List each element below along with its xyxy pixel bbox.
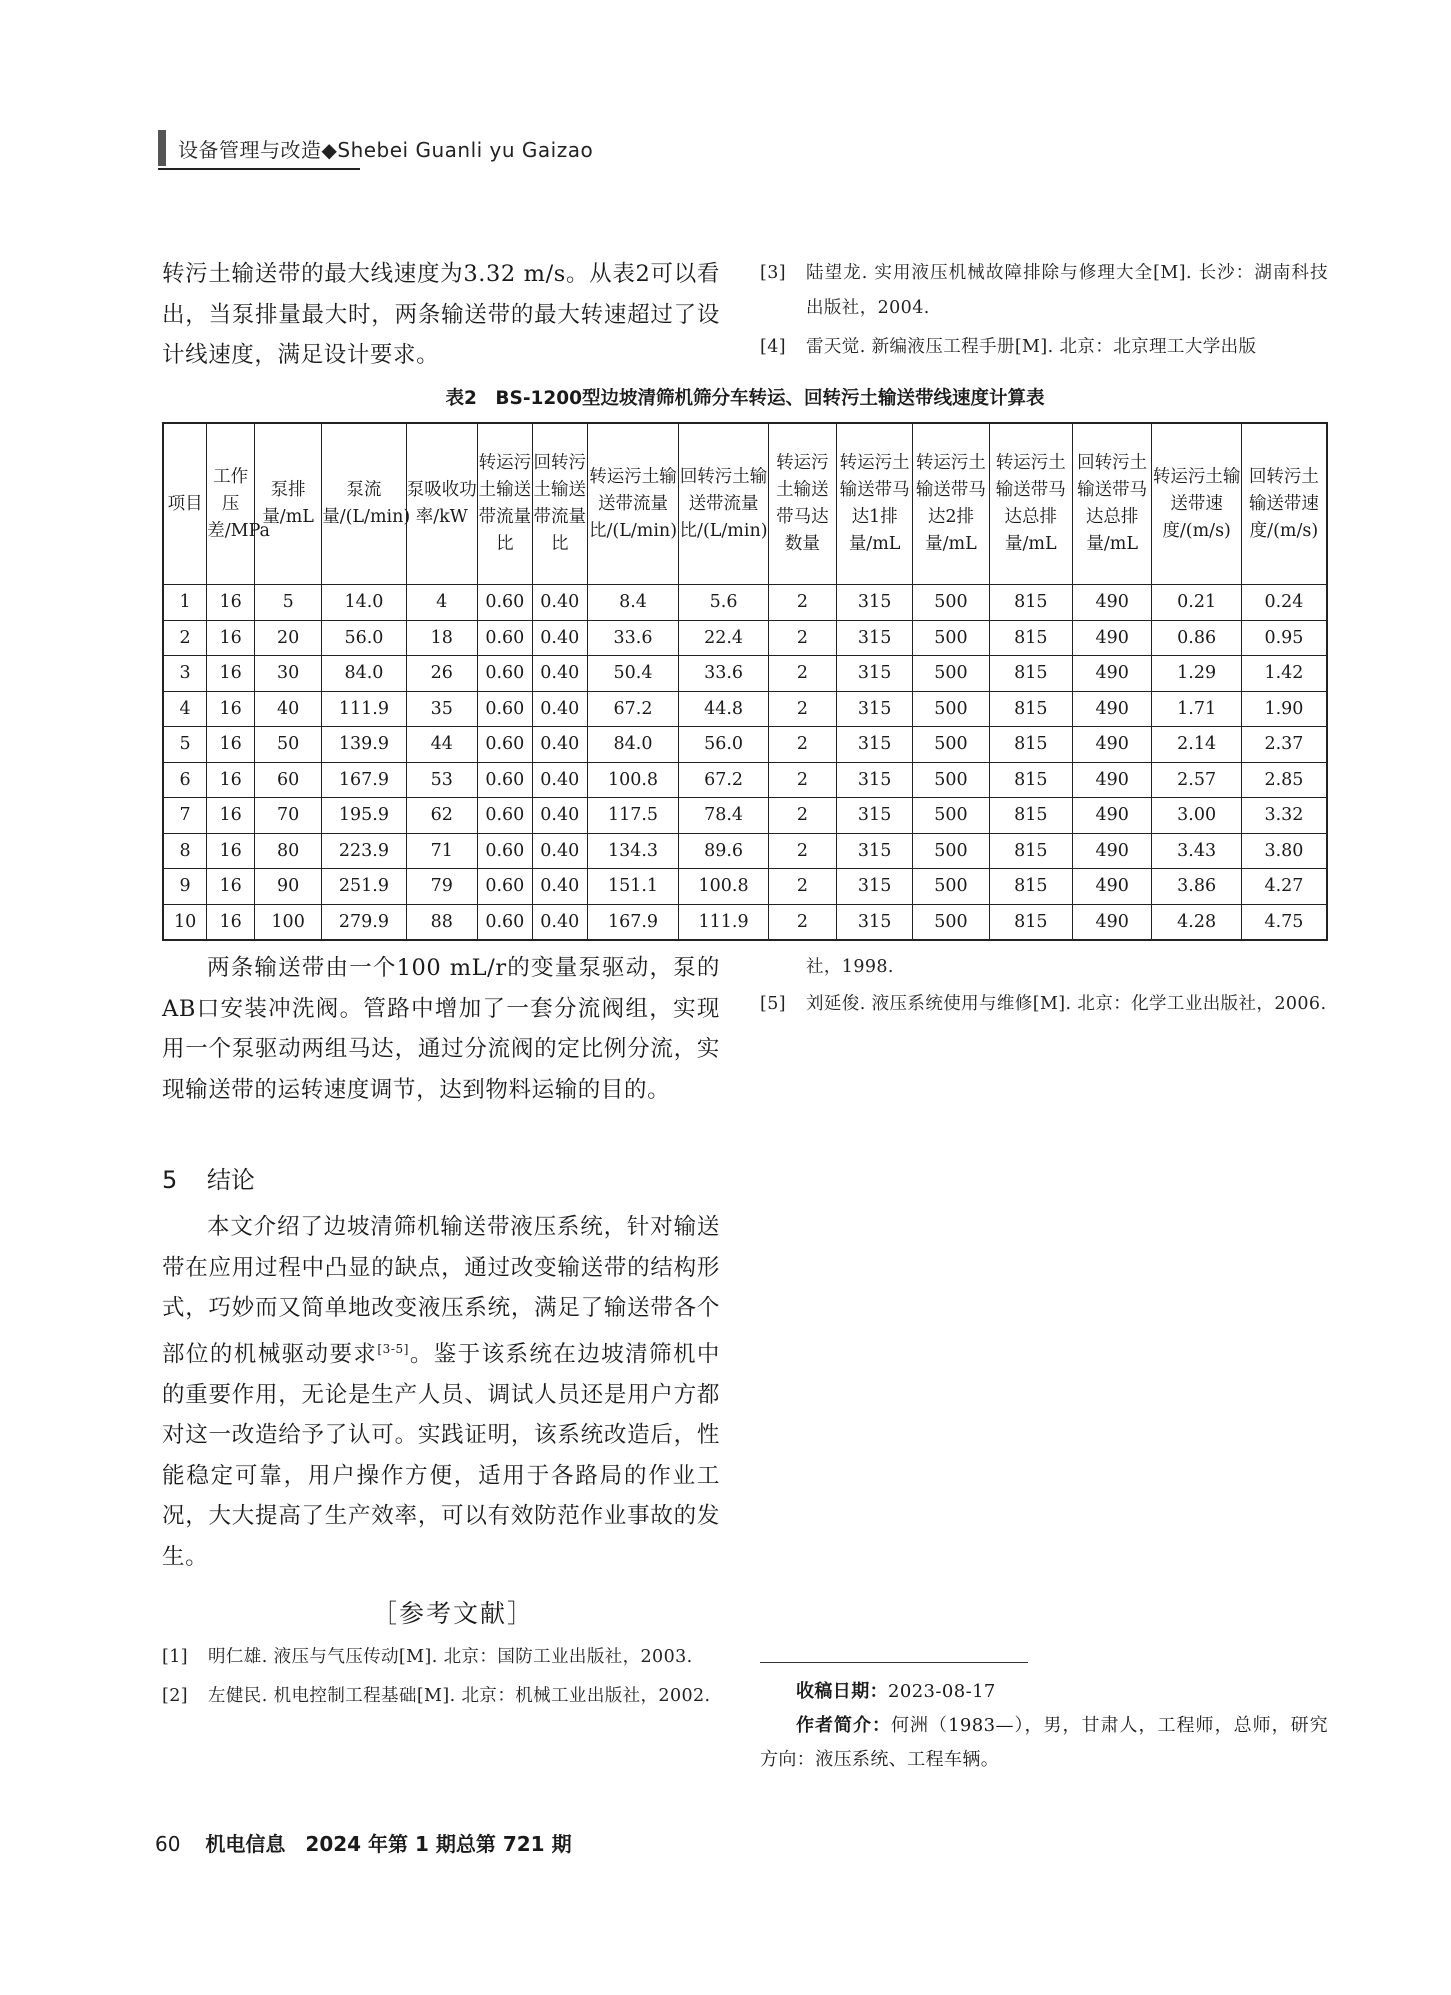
table-cell: 0.60 (477, 798, 532, 834)
table-cell: 815 (989, 691, 1072, 727)
section-heading (162, 1160, 255, 1195)
table-cell: 500 (913, 727, 989, 763)
table-cell: 0.40 (532, 691, 587, 727)
table-cell: 0.60 (477, 904, 532, 940)
table-cell: 2 (768, 798, 836, 834)
reference-number: [3] (760, 263, 786, 283)
table-cell: 490 (1073, 798, 1152, 834)
table-cell: 84.0 (322, 656, 406, 692)
table-header-cell: 回转污土输送带流量比/(L/min) (679, 423, 769, 585)
pump-text: 两条输送带由一个100 mL/r的变量泵驱动，泵的AB口安装冲洗阀。管路中增加了一套分流阀组，实现用一个泵驱动两组马达，通过分流阀的定比例分流，实现输送带的运转速度调节，达到物料运输的目的。 (162, 955, 720, 1103)
table-row (163, 904, 1327, 940)
table-cell: 0.60 (477, 620, 532, 656)
table-cell: 56.0 (679, 727, 769, 763)
table-cell: 815 (989, 656, 1072, 692)
table-cell: 2 (768, 727, 836, 763)
table-cell: 315 (836, 620, 912, 656)
table-header-cell: 回转污土输送带速度/(m/s) (1241, 423, 1327, 585)
table-cell: 2 (768, 869, 836, 905)
table-cell: 0.21 (1152, 585, 1242, 621)
table-header-cell: 项目 (163, 423, 207, 585)
reference-number: [4] (760, 337, 786, 357)
data-table (162, 422, 1328, 941)
table-cell: 2.85 (1241, 762, 1327, 798)
table-cell: 315 (836, 762, 912, 798)
references-right-top (760, 256, 1328, 365)
table-cell: 500 (913, 833, 989, 869)
table-cell: 490 (1073, 620, 1152, 656)
table-cell: 0.60 (477, 656, 532, 692)
table-cell: 16 (207, 691, 255, 727)
table-cell: 0.40 (532, 904, 587, 940)
table-cell: 151.1 (587, 869, 679, 905)
table-cell: 3.80 (1241, 833, 1327, 869)
reference-text: 雷天觉. 新编液压工程手册[M]. 北京：北京理工大学出版 (806, 337, 1257, 357)
table-cell: 815 (989, 762, 1072, 798)
table-cell: 90 (255, 869, 322, 905)
table-cell: 6 (163, 762, 207, 798)
table-cell: 195.9 (322, 798, 406, 834)
table-cell: 0.40 (532, 833, 587, 869)
table-cell: 2 (768, 620, 836, 656)
table-cell: 4.28 (1152, 904, 1242, 940)
table-cell: 60 (255, 762, 322, 798)
table-cell: 490 (1073, 691, 1152, 727)
table-cell: 167.9 (322, 762, 406, 798)
table-header-cell: 转运污土输送带流量比 (477, 423, 532, 585)
table-cell: 5 (255, 585, 322, 621)
reference-number: [1] (162, 1647, 188, 1667)
table-cell: 0.40 (532, 762, 587, 798)
table-cell: 16 (207, 904, 255, 940)
reference-item (760, 256, 1328, 326)
table-cell: 0.95 (1241, 620, 1327, 656)
table-cell: 251.9 (322, 869, 406, 905)
table-cell: 0.40 (532, 585, 587, 621)
table-cell: 89.6 (679, 833, 769, 869)
table-row (163, 585, 1327, 621)
table-cell: 490 (1073, 585, 1152, 621)
table-cell: 78.4 (679, 798, 769, 834)
table-caption: 表2 BS-1200型边坡清筛机筛分车转运、回转污土输送带线速度计算表 (445, 388, 1045, 409)
table-row (163, 798, 1327, 834)
table-header-row (163, 423, 1327, 585)
conclusion-paragraph (162, 1207, 720, 1577)
table-cell: 35 (406, 691, 477, 727)
table-cell: 4.75 (1241, 904, 1327, 940)
table-header-cell: 转运污土输送带马达数量 (768, 423, 836, 585)
reference-item-continuation (760, 950, 1328, 985)
table-cell: 815 (989, 585, 1072, 621)
table-cell: 3.00 (1152, 798, 1242, 834)
table-cell: 1 (163, 585, 207, 621)
table-row (163, 620, 1327, 656)
table-cell: 9 (163, 869, 207, 905)
table-cell: 500 (913, 620, 989, 656)
table-cell: 490 (1073, 762, 1152, 798)
table-cell: 44 (406, 727, 477, 763)
table-header-cell: 工作压差/MPa (207, 423, 255, 585)
section-title: 结论 (206, 1166, 255, 1194)
table-cell: 16 (207, 798, 255, 834)
page-footer (155, 1828, 572, 1857)
table-cell: 18 (406, 620, 477, 656)
table-cell: 0.40 (532, 656, 587, 692)
table-cell: 500 (913, 691, 989, 727)
table-cell: 2 (768, 904, 836, 940)
table-cell: 33.6 (679, 656, 769, 692)
article-notes (760, 1675, 1328, 1777)
table-cell: 134.3 (587, 833, 679, 869)
footnote-rule (760, 1662, 1028, 1663)
references-title: ［参考文献］ (372, 1599, 535, 1628)
table-cell: 0.24 (1241, 585, 1327, 621)
table-cell: 315 (836, 585, 912, 621)
table-cell: 100 (255, 904, 322, 940)
table-cell: 56.0 (322, 620, 406, 656)
reference-number: [2] (162, 1686, 188, 1706)
table-cell: 2 (768, 656, 836, 692)
table-cell: 500 (913, 585, 989, 621)
table-cell: 0.60 (477, 869, 532, 905)
table-cell: 67.2 (679, 762, 769, 798)
reference-item (162, 1679, 720, 1714)
table-cell: 0.60 (477, 691, 532, 727)
reference-text: 明仁雄. 液压与气压传动[M]. 北京：国防工业出版社，2003. (208, 1647, 693, 1667)
table-header-cell: 转运污土输送带流量比/(L/min) (587, 423, 679, 585)
page-number: 60 (155, 1832, 181, 1856)
table-cell: 500 (913, 869, 989, 905)
table-cell: 84.0 (587, 727, 679, 763)
pump-paragraph (162, 948, 720, 1110)
table-cell: 2 (163, 620, 207, 656)
table-cell: 2 (768, 585, 836, 621)
table-cell: 500 (913, 762, 989, 798)
header-title: 设备管理与改造◆Shebei Guanli yu Gaizao (178, 137, 594, 162)
table-cell: 3 (163, 656, 207, 692)
table-cell: 4.27 (1241, 869, 1327, 905)
table-cell: 14.0 (322, 585, 406, 621)
table-cell: 315 (836, 869, 912, 905)
reference-item (162, 1640, 720, 1675)
table-row (163, 762, 1327, 798)
table-header-cell: 转运污土输送带速度/(m/s) (1152, 423, 1242, 585)
table-row (163, 691, 1327, 727)
table-cell: 139.9 (322, 727, 406, 763)
received-label: 收稿日期： (796, 1681, 888, 1702)
table-cell: 100.8 (679, 869, 769, 905)
reference-item (760, 987, 1328, 1022)
reference-text: 左健民. 机电控制工程基础[M]. 北京：机械工业出版社，2002. (208, 1686, 711, 1706)
table-header-cell: 泵流量/(L/min) (322, 423, 406, 585)
table-header-cell: 转运污土输送带马达总排量/mL (989, 423, 1072, 585)
table-cell: 167.9 (587, 904, 679, 940)
citation-marker: [3-5] (377, 1341, 409, 1356)
table-row (163, 833, 1327, 869)
table-header-cell: 泵吸收功率/kW (406, 423, 477, 585)
table-cell: 88 (406, 904, 477, 940)
table-cell: 815 (989, 833, 1072, 869)
table-cell: 3.32 (1241, 798, 1327, 834)
table-cell: 0.40 (532, 798, 587, 834)
table-cell: 33.6 (587, 620, 679, 656)
table-cell: 16 (207, 585, 255, 621)
journal-info: 机电信息 2024 年第 1 期总第 721 期 (205, 1832, 572, 1856)
table-cell: 16 (207, 869, 255, 905)
table-cell: 315 (836, 727, 912, 763)
table-cell: 2.57 (1152, 762, 1242, 798)
table-cell: 0.60 (477, 727, 532, 763)
table-cell: 500 (913, 798, 989, 834)
received-value: 2023-08-17 (888, 1681, 996, 1702)
table-cell: 16 (207, 762, 255, 798)
header-bar-mark (158, 130, 166, 166)
table-cell: 111.9 (322, 691, 406, 727)
reference-item (760, 330, 1328, 365)
table-cell: 815 (989, 727, 1072, 763)
table-cell: 279.9 (322, 904, 406, 940)
table-cell: 815 (989, 620, 1072, 656)
conclusion-part-1: 本文介绍了边坡清筛机输送带液压系统，针对输送带在应用过程中凸显的缺点，通过改变输送带的结构形式，巧妙而又简单地改变液压系统，满足了输送带各个部位的机械驱动要求 (162, 1214, 720, 1367)
reference-text: 刘延俊. 液压系统使用与维修[M]. 北京：化学工业出版社，2006. (806, 994, 1327, 1014)
table-header-cell: 回转污土输送带马达总排量/mL (1073, 423, 1152, 585)
table-cell: 117.5 (587, 798, 679, 834)
table-cell: 62 (406, 798, 477, 834)
table-cell: 50.4 (587, 656, 679, 692)
table-cell: 490 (1073, 833, 1152, 869)
table-cell: 71 (406, 833, 477, 869)
table-cell: 80 (255, 833, 322, 869)
table-cell: 4 (163, 691, 207, 727)
table-cell: 111.9 (679, 904, 769, 940)
table-cell: 1.42 (1241, 656, 1327, 692)
running-header (158, 126, 593, 170)
table-header-cell: 回转污土输送带流量比 (532, 423, 587, 585)
table-cell: 0.60 (477, 762, 532, 798)
table-cell: 30 (255, 656, 322, 692)
author-bio (760, 1709, 1328, 1777)
table-cell: 315 (836, 904, 912, 940)
table-cell: 8 (163, 833, 207, 869)
table-cell: 2.14 (1152, 727, 1242, 763)
references-left (162, 1640, 720, 1714)
table-cell: 3.86 (1152, 869, 1242, 905)
table-cell: 7 (163, 798, 207, 834)
conclusion-part-2: 。鉴于该系统在边坡清筛机中的重要作用，无论是生产人员、调试人员还是用户方都对这一改造给予了认可。实践证明，该系统改造后，性能稳定可靠，用户操作方便，适用于各路局的作业工况，大大提高了生产效率，可以有效防范作业事故的发生。 (162, 1341, 720, 1570)
table-cell: 2.37 (1241, 727, 1327, 763)
table-cell: 100.8 (587, 762, 679, 798)
intro-paragraph (162, 254, 720, 376)
table-cell: 16 (207, 833, 255, 869)
table-cell: 3.43 (1152, 833, 1242, 869)
reference-number-spacer (760, 950, 806, 985)
table-cell: 8.4 (587, 585, 679, 621)
table-cell: 315 (836, 798, 912, 834)
header-rule (158, 168, 360, 170)
table-cell: 1.71 (1152, 691, 1242, 727)
table-cell: 26 (406, 656, 477, 692)
table-cell: 16 (207, 727, 255, 763)
table-cell: 40 (255, 691, 322, 727)
table-cell: 70 (255, 798, 322, 834)
table-cell: 53 (406, 762, 477, 798)
section-number: 5 (162, 1166, 178, 1194)
table-cell: 815 (989, 869, 1072, 905)
author-label: 作者简介： (796, 1715, 892, 1736)
conclusion-text (162, 1207, 720, 1577)
table-cell: 50 (255, 727, 322, 763)
table-cell: 16 (207, 656, 255, 692)
reference-text: 社，1998. (806, 957, 894, 977)
table-header-cell: 转运污土输送带马达2排量/mL (913, 423, 989, 585)
table-cell: 44.8 (679, 691, 769, 727)
table-cell: 16 (207, 620, 255, 656)
table-cell: 0.40 (532, 620, 587, 656)
table-cell: 1.29 (1152, 656, 1242, 692)
table-header-cell: 泵排量/mL (255, 423, 322, 585)
table-cell: 490 (1073, 869, 1152, 905)
table-cell: 0.40 (532, 727, 587, 763)
table-cell: 2 (768, 833, 836, 869)
table-cell: 20 (255, 620, 322, 656)
table-cell: 315 (836, 691, 912, 727)
table-cell: 67.2 (587, 691, 679, 727)
reference-text: 陆望龙. 实用液压机械故障排除与修理大全[M]. 长沙：湖南科技出版社，2004. (806, 263, 1328, 318)
table-cell: 490 (1073, 904, 1152, 940)
table-cell: 0.86 (1152, 620, 1242, 656)
table-cell: 2 (768, 691, 836, 727)
table-cell: 2 (768, 762, 836, 798)
intro-text: 转污土输送带的最大线速度为3.32 m/s。从表2可以看出，当泵排量最大时，两条输送带的最大转速超过了设计线速度，满足设计要求。 (162, 261, 720, 368)
author-value: 何洲（1983—），男，甘肃人，工程师，总师，研究方向：液压系统、工程车辆。 (760, 1715, 1329, 1770)
table-cell: 315 (836, 833, 912, 869)
table-cell: 490 (1073, 656, 1152, 692)
table-cell: 223.9 (322, 833, 406, 869)
table-cell: 4 (406, 585, 477, 621)
table-cell: 5.6 (679, 585, 769, 621)
table-cell: 815 (989, 904, 1072, 940)
references-right-bottom (760, 950, 1328, 1022)
table-cell: 1.90 (1241, 691, 1327, 727)
table-cell: 22.4 (679, 620, 769, 656)
reference-number: [5] (760, 994, 786, 1014)
table-cell: 500 (913, 656, 989, 692)
table-cell: 79 (406, 869, 477, 905)
table-cell: 500 (913, 904, 989, 940)
table-cell: 5 (163, 727, 207, 763)
table-cell: 315 (836, 656, 912, 692)
table-row (163, 727, 1327, 763)
table-cell: 0.60 (477, 585, 532, 621)
table-cell: 0.40 (532, 869, 587, 905)
received-date (760, 1675, 1328, 1709)
table-row (163, 869, 1327, 905)
table-row (163, 656, 1327, 692)
table-cell: 0.60 (477, 833, 532, 869)
table-cell: 490 (1073, 727, 1152, 763)
table-cell: 10 (163, 904, 207, 940)
table-cell: 815 (989, 798, 1072, 834)
table-header-cell: 转运污土输送带马达1排量/mL (836, 423, 912, 585)
table-body (163, 585, 1327, 941)
